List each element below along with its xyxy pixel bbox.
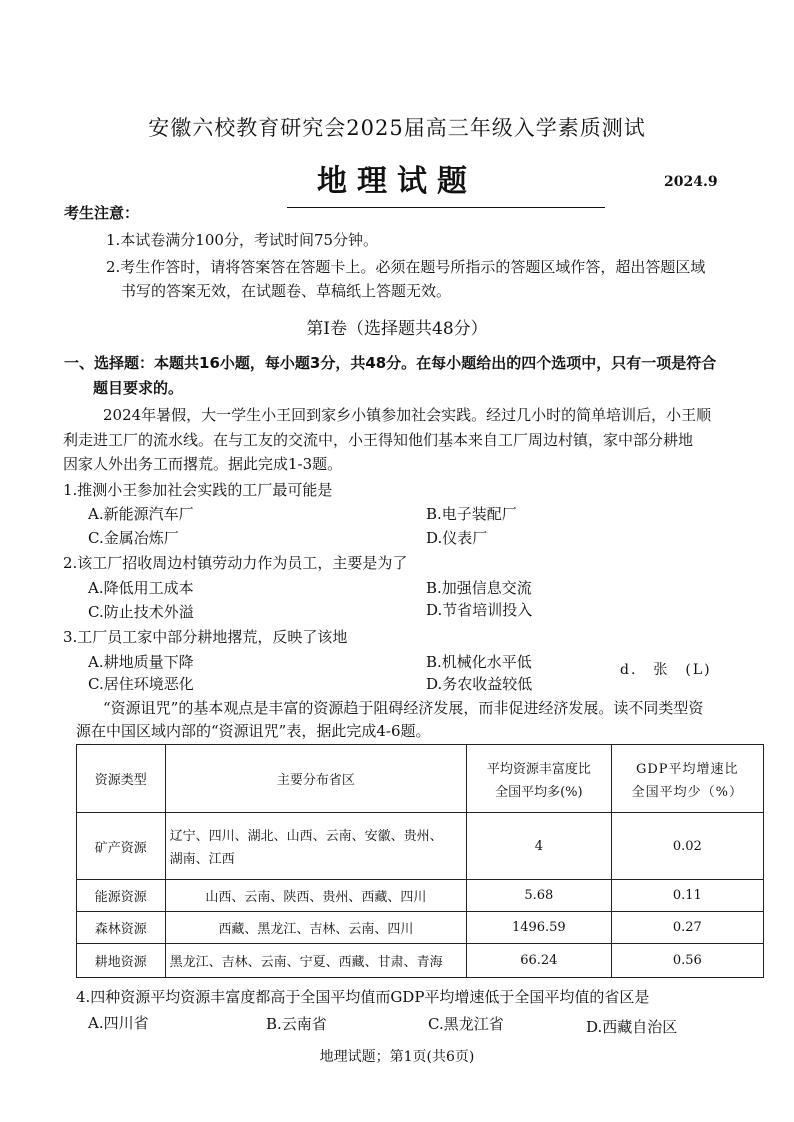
table-header-gdp-line-1: GDP平均增速比: [636, 761, 739, 777]
question-3-option-b: B.机械化水平低: [426, 653, 532, 671]
notice-heading: 考生注意：: [64, 204, 140, 222]
question-4-option-c: C.黑龙江省: [428, 1015, 504, 1033]
question-4-option-b: B.云南省: [266, 1015, 327, 1033]
table-header-type: 资源类型: [77, 745, 166, 813]
title-underline: [287, 207, 605, 208]
passage-1-line-1: 2024年暑假，大一学生小王回到家乡小镇参加社会实践。经过几小时的简单培训后，小王顺: [103, 406, 712, 424]
table-header-richness-line-2: 全国平均多(%): [495, 784, 583, 800]
table-row: [77, 813, 764, 880]
question-1-option-a: A.新能源汽车厂: [88, 505, 194, 523]
section-instructions-line-2: 题目要求的。: [93, 379, 184, 397]
section-instructions-line-1: 一、选择题：本题共16小题，每小题3分，共48分。在每小题给出的四个选项中，只有一项是符合: [64, 354, 717, 372]
volume-title: 第Ⅰ卷（选择题共48分）: [306, 319, 488, 339]
question-3-stem: 3.工厂员工家中部分耕地撂荒，反映了该地: [63, 628, 348, 646]
table-cell-provinces: 黑龙江、吉林、云南、宁夏、西藏、甘肃、青海: [165, 944, 467, 978]
table-row: [77, 944, 764, 978]
question-1-stem: 1.推测小王参加社会实践的工厂最可能是: [63, 481, 333, 499]
question-2-option-a: A.降低用工成本: [88, 579, 194, 597]
question-2-option-c: C.防止技术外溢: [88, 603, 194, 621]
table-cell-gdp: 0.27: [611, 912, 763, 944]
notice-item-2-line-2: 书写的答案无效，在试题卷、草稿纸上答题无效。: [121, 282, 452, 300]
notice-item-2-line-1: 2.考生作答时，请将答案答在答题卡上。必须在题号所指示的答题区域作答，超出答题区域: [106, 258, 706, 276]
question-4-option-d: D.西藏自治区: [586, 1018, 678, 1036]
table-row: [77, 912, 764, 944]
page-footer: 地理试题；第1页(共6页): [319, 1049, 475, 1065]
table-cell-provinces: 西藏、黑龙江、吉林、云南、四川: [165, 912, 467, 944]
table-cell-provinces-line-2: 湖南、江西: [169, 852, 235, 867]
handwritten-note: d. 张 (L): [620, 662, 712, 678]
resource-curse-table: [76, 744, 764, 978]
table-row: [77, 880, 764, 912]
question-3-option-d: D.务农收益较低: [426, 675, 533, 693]
table-header-richness-line-1: 平均资源丰富度比: [486, 761, 591, 777]
notice-item-1: 1.本试卷满分100分，考试时间75分钟。: [106, 231, 379, 249]
passage-1-line-3: 因家人外出务工而撂荒。据此完成1-3题。: [63, 455, 343, 473]
table-cell-richness: 66.24: [467, 944, 612, 978]
table-cell-gdp: 0.11: [611, 880, 763, 912]
table-cell-type: 森林资源: [77, 912, 166, 944]
question-1-option-c: C.金属冶炼厂: [88, 529, 179, 547]
question-1-option-b: B.电子装配厂: [426, 505, 517, 523]
table-cell-richness: 1496.59: [467, 912, 612, 944]
table-header-richness: [467, 745, 612, 813]
table-cell-gdp: 0.02: [611, 813, 763, 880]
question-1-option-d: D.仪表厂: [426, 529, 488, 547]
question-4-stem: 4.四种资源平均资源丰富度都高于全国平均值而GDP平均增速低于全国平均值的省区是: [76, 988, 650, 1006]
passage-1-line-2: 利走进工厂的流水线。在与工友的交流中，小王得知他们基本来自工厂周边村镇，家中部分耕地: [63, 431, 694, 449]
subject-title: 地理试题: [317, 164, 477, 199]
table-cell-gdp: 0.56: [611, 944, 763, 978]
table-header-provinces: 主要分布省区: [165, 745, 467, 813]
table-header-gdp-line-2: 全国平均少（%）: [631, 784, 743, 800]
table-header-row: [77, 745, 764, 813]
question-2-option-d: D.节省培训投入: [426, 601, 533, 619]
question-2-option-b: B.加强信息交流: [426, 579, 532, 597]
question-2-stem: 2.该工厂招收周边村镇劳动力作为员工，主要是为了: [63, 554, 408, 572]
question-4-option-a: A.四川省: [88, 1014, 149, 1032]
question-3-option-a: A.耕地质量下降: [88, 653, 194, 671]
passage-2-line-1: “资源诅咒”的基本观点是丰富的资源趋于阻碍经济发展，而非促进经济发展。读不同类型资: [103, 699, 704, 717]
exam-title: 安徽六校教育研究会2025届高三年级入学素质测试: [148, 116, 646, 140]
table-cell-type: 矿产资源: [77, 813, 166, 880]
exam-date: 2024.9: [664, 174, 718, 190]
table-cell-type: 耕地资源: [77, 944, 166, 978]
table-cell-richness: 5.68: [467, 880, 612, 912]
table-cell-richness: 4: [467, 813, 612, 880]
table-cell-type: 能源资源: [77, 880, 166, 912]
table-cell-provinces: 山西、云南、陕西、贵州、西藏、四川: [165, 880, 467, 912]
table-cell-provinces-line-1: 辽宁、四川、湖北、山西、云南、安徽、贵州、: [169, 829, 443, 844]
question-3-option-c: C.居住环境恶化: [88, 675, 194, 693]
table-cell-provinces: [165, 813, 467, 880]
passage-2-line-2: 源在中国区域内部的“资源诅咒”表，据此完成4-6题。: [76, 722, 431, 740]
table-header-gdp: [611, 745, 763, 813]
